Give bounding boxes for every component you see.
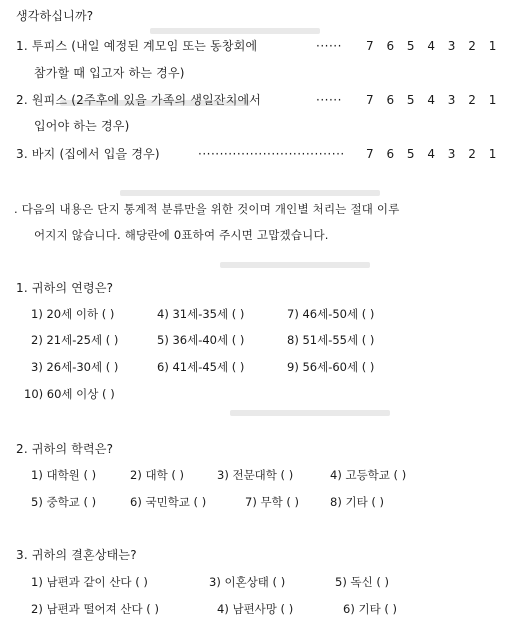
age-option-7[interactable]: 7) 46세-50세 ( ) bbox=[287, 307, 375, 321]
marital-option-2[interactable]: 2) 남편과 떨어져 산다 ( ) bbox=[31, 602, 159, 616]
bleed-through-mark bbox=[150, 28, 320, 34]
clothing-item-3-label: 3. 바지 (집에서 입을 경우) bbox=[16, 147, 160, 161]
education-option-4[interactable]: 4) 고등학교 ( ) bbox=[330, 468, 407, 482]
age-option-10[interactable]: 10) 60세 이상 ( ) bbox=[24, 387, 115, 401]
age-option-1[interactable]: 1) 20세 이하 ( ) bbox=[31, 307, 115, 321]
bleed-through-mark bbox=[220, 262, 370, 268]
age-option-6[interactable]: 6) 41세-45세 ( ) bbox=[157, 360, 245, 374]
clothing-item-3-scale: 7 6 5 4 3 2 1 bbox=[366, 147, 497, 161]
clothing-item-1-dots: ······ bbox=[316, 39, 342, 53]
clothing-item-1-scale: 7 6 5 4 3 2 1 bbox=[366, 39, 497, 53]
marital-option-1[interactable]: 1) 남편과 같이 산다 ( ) bbox=[31, 575, 148, 589]
age-option-4[interactable]: 4) 31세-35세 ( ) bbox=[157, 307, 245, 321]
age-option-3[interactable]: 3) 26세-30세 ( ) bbox=[31, 360, 119, 374]
bleed-through-mark bbox=[230, 410, 390, 416]
question-2-title: 2. 귀하의 학력은? bbox=[16, 442, 114, 456]
intro-text: 생각하십니까? bbox=[16, 9, 94, 23]
education-option-5[interactable]: 5) 중학교 ( ) bbox=[31, 495, 97, 509]
notice-line-1: . 다음의 내용은 단지 통계적 분류만을 위한 것이며 개인별 처리는 절대 이루 bbox=[14, 202, 400, 216]
education-option-3[interactable]: 3) 전문대학 ( ) bbox=[217, 468, 294, 482]
notice-line-2: 어지지 않습니다. 해당란에 0표하여 주시면 고맙겠습니다. bbox=[34, 228, 329, 242]
age-option-2[interactable]: 2) 21세-25세 ( ) bbox=[31, 333, 119, 347]
marital-option-5[interactable]: 5) 독신 ( ) bbox=[335, 575, 389, 589]
education-option-2[interactable]: 2) 대학 ( ) bbox=[130, 468, 184, 482]
education-option-7[interactable]: 7) 무학 ( ) bbox=[245, 495, 299, 509]
clothing-item-1-label: 1. 투피스 (내일 예정된 계모임 또는 동창회에 bbox=[16, 39, 258, 53]
clothing-item-3-dots: ·································· bbox=[198, 147, 345, 161]
education-option-8[interactable]: 8) 기타 ( ) bbox=[330, 495, 384, 509]
clothing-item-2-label: 2. 원피스 (2주후에 있을 가족의 생일잔치에서 bbox=[16, 93, 262, 107]
age-option-8[interactable]: 8) 51세-55세 ( ) bbox=[287, 333, 375, 347]
clothing-item-1-continuation: 참가할 때 입고자 하는 경우) bbox=[34, 66, 185, 80]
education-option-1[interactable]: 1) 대학원 ( ) bbox=[31, 468, 97, 482]
age-option-9[interactable]: 9) 56세-60세 ( ) bbox=[287, 360, 375, 374]
marital-option-6[interactable]: 6) 기타 ( ) bbox=[343, 602, 397, 616]
age-option-5[interactable]: 5) 36세-40세 ( ) bbox=[157, 333, 245, 347]
education-option-6[interactable]: 6) 국민학교 ( ) bbox=[130, 495, 207, 509]
question-1-title: 1. 귀하의 연령은? bbox=[16, 281, 114, 295]
marital-option-4[interactable]: 4) 남편사망 ( ) bbox=[217, 602, 294, 616]
marital-option-3[interactable]: 3) 이혼상태 ( ) bbox=[209, 575, 286, 589]
clothing-item-2-scale: 7 6 5 4 3 2 1 bbox=[366, 93, 497, 107]
question-3-title: 3. 귀하의 결혼상태는? bbox=[16, 548, 137, 562]
bleed-through-mark bbox=[120, 190, 380, 196]
clothing-item-2-continuation: 입어야 하는 경우) bbox=[34, 119, 130, 133]
clothing-item-2-dots: ······ bbox=[316, 93, 342, 107]
